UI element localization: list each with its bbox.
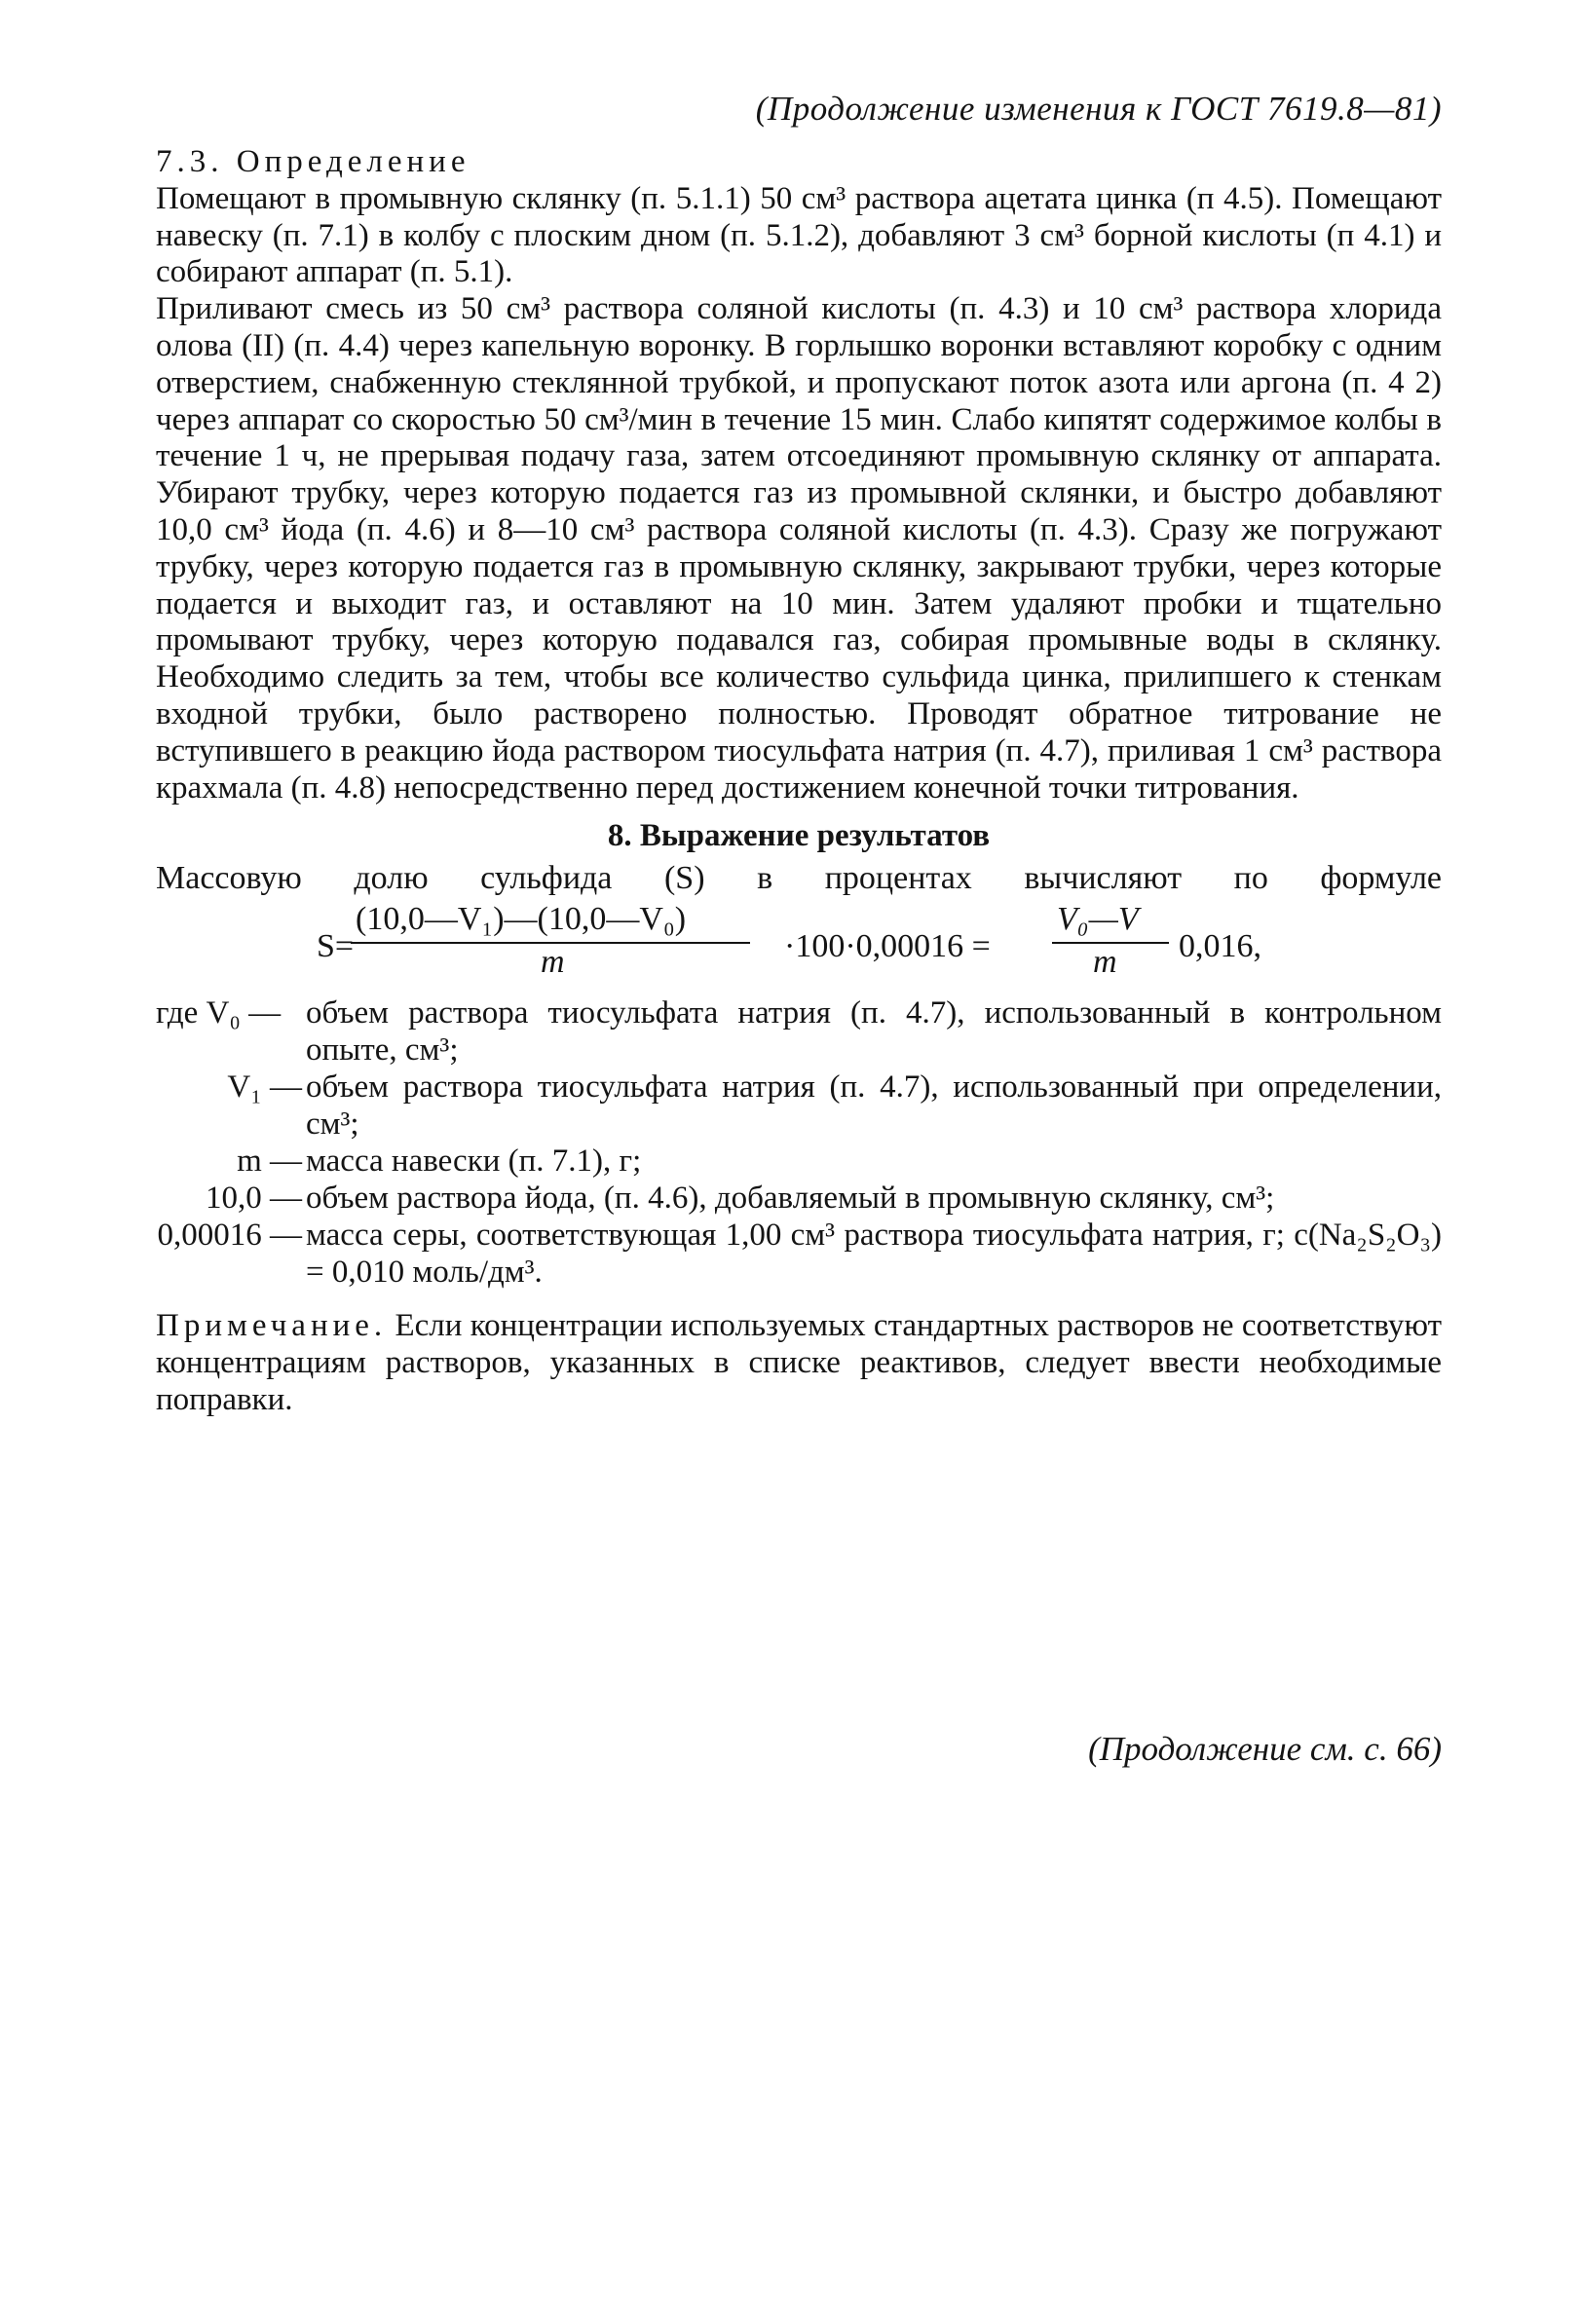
section-7-3-title: 7.3. Определение — [156, 144, 470, 179]
definition-symbol: m — — [237, 1143, 302, 1180]
section-8-heading: 8. Выражение результатов — [607, 818, 991, 854]
definition-symbol: 0,00016 — — [157, 1218, 302, 1254]
definitions-list — [156, 994, 1442, 1291]
definition-item — [156, 994, 1442, 1068]
section-7-3-para-2: Приливают смесь из 50 см³ раствора соляной кислоты (п. 4.3) и 10 см³ раствора хлорида олова (II) (п. 4.4) через капельную воронку. В горлышко воронки вставляют коробку с одним отверстием, снабженную стеклянной трубкой, и пропускают поток азота или аргона (п. 4 2) через аппарат со скоростью 50 см³/мин в течение 15 мин. Слабо кипятят содержимое колбы в течение 1 ч, не прерывая подачу газа, затем отсоединяют промывную склянку от аппарата. Убирают трубку, через которую подается газ из промывной склянки, и быстро добавляют 10,0 см³ йода (п. 4.6) и 8—10 см³ раствора соляной кислоты (п. 4.3). Сразу же погружают трубку, через которую подается газ в промывную склянку, закрывают трубки, через которые подается и выходит газ, и оставляют на 10 мин. Затем удаляют пробки и тщательно промывают трубку, через которую подавался газ, собирая промывные воды в склянку. Необходимо следить за тем, чтобы все количество сульфида цинка, прилипшего к стенкам входной трубки, было растворено полностью. Проводят обратное титрование не вступившего в реакцию йода раствором тиосульфата натрия (п. 4.7), приливая 1 см³ раствора крахмала (п. 4.8) непосредственно перед достижением конечной точки титрования. — [156, 291, 1442, 806]
formula-middle: ·100·0,00016 = — [784, 928, 991, 965]
definition-symbol: где V₀ — — [156, 995, 282, 1031]
note — [156, 1308, 1442, 1418]
formula-denominator-1: m — [541, 944, 565, 981]
definition-text: объем раствора йода, (п. 4.6), добавляемый в промывную склянку, см³; — [306, 1181, 1275, 1217]
document-body — [156, 144, 1442, 1451]
formula-numerator-1: (10,0—V₁)—(10,0—V₀) — [356, 901, 687, 938]
formula — [156, 901, 1442, 989]
definition-text: масса навески (п. 7.1), г; — [306, 1143, 642, 1180]
note-label: Примечание. — [156, 1308, 388, 1344]
definition-item — [156, 1180, 1442, 1217]
note-text: Если концентрации используемых стандартных растворов не соответствуют концентрациям растворов, указанных в списке реактивов, следует ввести необходимые поправки. — [156, 1308, 1442, 1417]
definition-text: масса серы, соответствующая 1,00 см³ раствора тиосульфата натрия, г; c(Na₂S₂O₃) = 0,010 моль/дм³. — [306, 1218, 1442, 1291]
definition-item — [156, 1217, 1442, 1291]
definition-item — [156, 1068, 1442, 1143]
section-7-3-para-1: Помещают в промывную склянку (п. 5.1.1) 50 см³ раствора ацетата цинка (п 4.5). Помещают навеску (п. 7.1) в колбу с плоским дном (п. 5.1.2), добавляют 3 см³ борной кислоты (п 4.1) и собирают аппарат (п. 5.1). — [156, 180, 1442, 290]
formula-tail: 0,016, — [1179, 928, 1261, 965]
formula-intro: Массовую долю сульфида (S) в процентах вычисляют по формуле — [156, 860, 1442, 897]
formula-denominator-2: m — [1093, 944, 1117, 981]
definition-text: объем раствора тиосульфата натрия (п. 4.7), использованный в контрольном опыте, см³; — [306, 995, 1442, 1068]
page-footer: (Продолжение см. с. 66) — [1088, 1730, 1442, 1768]
formula-lhs: S= — [317, 928, 355, 965]
definition-symbol: V₁ — — [227, 1069, 302, 1106]
definition-item — [156, 1143, 1442, 1180]
definition-text: объем раствора тиосульфата натрия (п. 4.7), использованный при определении, см³; — [306, 1069, 1442, 1143]
formula-numerator-2: V₀—V — [1057, 901, 1139, 938]
definition-symbol: 10,0 — — [206, 1181, 302, 1217]
page-header: (Продолжение изменения к ГОСТ 7619.8—81) — [755, 90, 1442, 128]
